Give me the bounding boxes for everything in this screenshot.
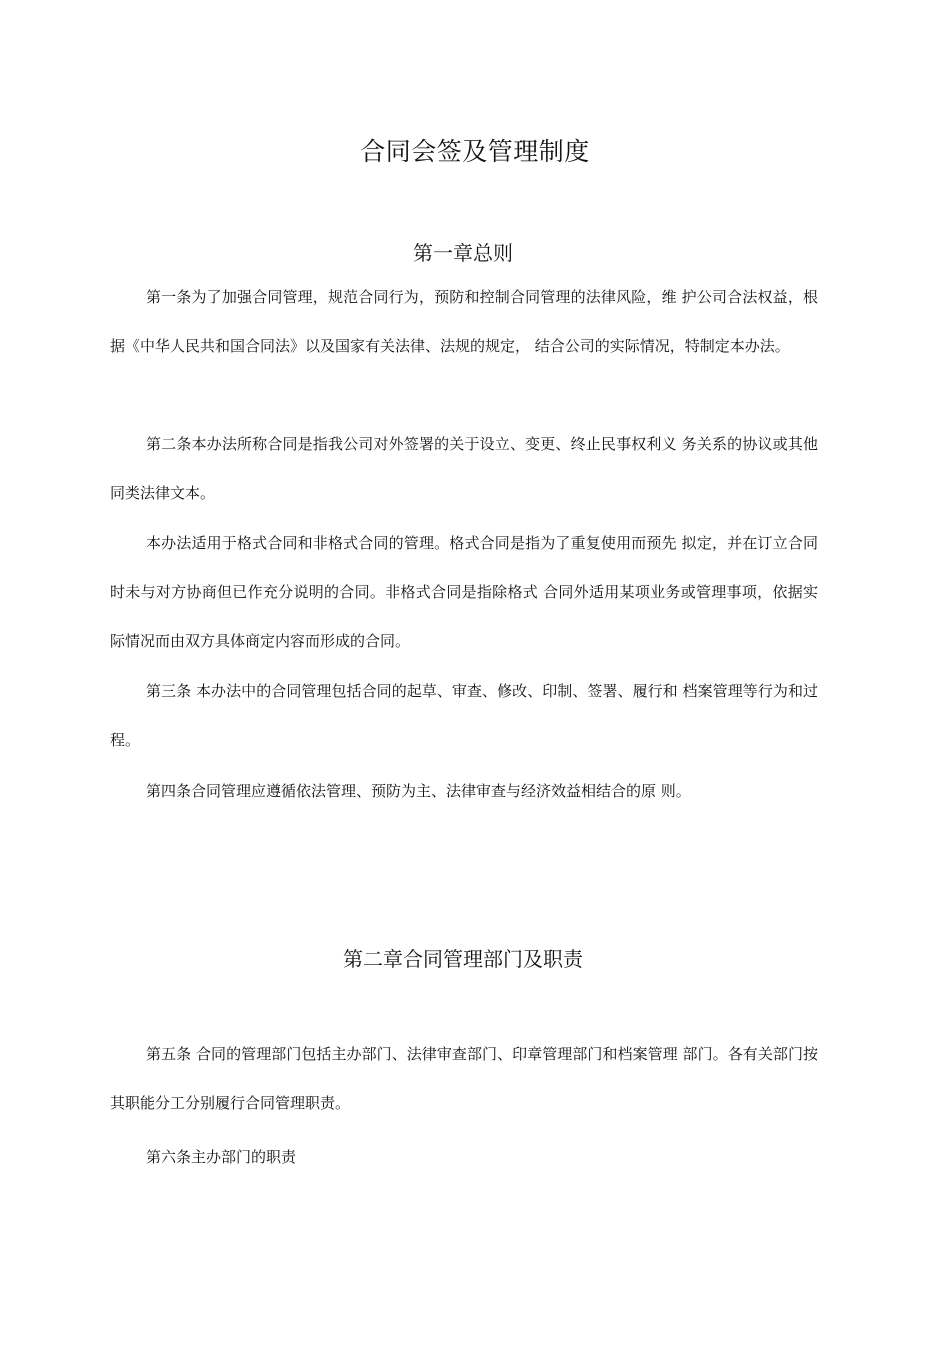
- document-title: 合同会签及管理制度: [360, 137, 590, 166]
- article-3-paragraph: 第三条 本办法中的合同管理包括合同的起草、审查、修改、印制、签署、履行和 档案管理等行为和过程。: [110, 682, 818, 749]
- article-4-paragraph: 第四条合同管理应遵循依法管理、预防为主、法律审查与经济效益相结合的原 则。: [146, 782, 691, 800]
- article-2-paragraph: 第二条本办法所称合同是指我公司对外签署的关于设立、变更、终止民事权利义 务关系的协议或其他同类法律文本。: [110, 435, 818, 502]
- format-contract-paragraph: 本办法适用于格式合同和非格式合同的管理。格式合同是指为了重复使用而预先 拟定，并在订立合同时未与对方协商但已作充分说明的合同。非格式合同是指除格式 合同外适用某项业务或管理事项，依据实际情况而由双方具体商定内容而形成的合同。: [110, 534, 818, 650]
- chapter-1-heading: 第一章总则: [413, 241, 513, 265]
- article-1-paragraph: 第一条为了加强合同管理，规范合同行为，预防和控制合同管理的法律风险，维 护公司合法权益，根据《中华人民共和国合同法》以及国家有关法律、法规的规定， 结合公司的实际情况，特制定本办法。: [110, 288, 818, 355]
- article-5-paragraph: 第五条 合同的管理部门包括主办部门、法律审查部门、印章管理部门和档案管理 部门。各有关部门按其职能分工分别履行合同管理职责。: [110, 1045, 818, 1112]
- article-6-paragraph: 第六条主办部门的职责: [146, 1148, 297, 1166]
- chapter-2-heading: 第二章合同管理部门及职责: [343, 947, 583, 971]
